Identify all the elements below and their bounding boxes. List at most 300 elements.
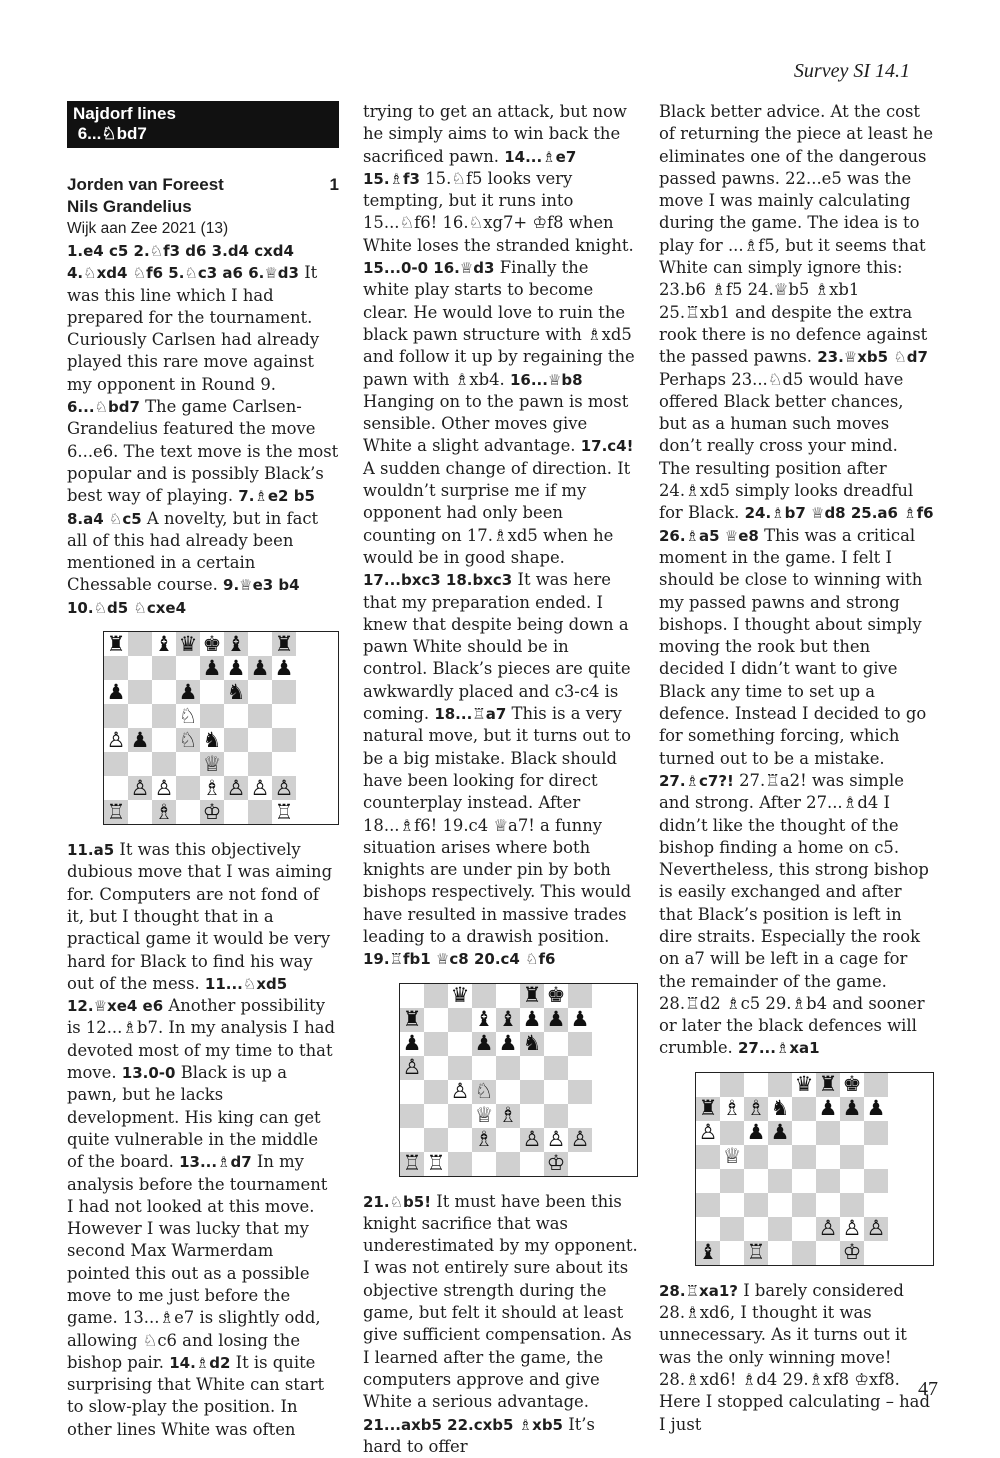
white-king-icon: ♔ [842,1240,862,1265]
commentary-text: It was this objectively dubious move that I was aiming for. Computers are not fond of it, but I thought that in a practical game it would be very hard for Black to find his way out of the mess. [67,840,333,993]
move-text: 17.c4! [580,437,634,456]
board-square [152,728,176,752]
board-square [128,680,152,704]
board-square [816,1193,840,1217]
board-square [840,1145,864,1169]
board-square [864,1169,888,1193]
annotation-paragraph [659,1280,934,1436]
board-square [544,984,568,1008]
section-title: Najdorf lines [73,104,176,123]
section-subtitle: 6...♘bd7 [73,124,147,143]
board-square [128,704,152,728]
board-square [400,1152,424,1176]
commentary-text: I barely considered 28.♗xd6, I thought it was unnecessary. As it turns out it was the only winning move! 28.♗xd6! ♗d4 29.♗xf8 ♔xf8. Here I stopped calculating – had I just [659,1280,930,1434]
board-square [696,1073,720,1097]
board-square [544,1056,568,1080]
commentary-text: It is quite surprising that White can start to slow-play the position. In other lines White was often [67,1352,325,1439]
move-text: 14.♗d2 [169,1353,236,1372]
annotation-paragraph [363,1191,638,1458]
event-line: Wijk aan Zee 2021 (13) [67,220,229,237]
board-square [472,1080,496,1104]
move-text: 18...♖a7 [434,705,512,724]
board-square [696,1097,720,1121]
board-square [816,1169,840,1193]
move-text: 15...0-0 16.♕d3 [363,259,500,278]
board-square [744,1145,768,1169]
black-knight-icon: ♞ [770,1096,790,1121]
board-square [176,632,200,656]
board-square [248,680,272,704]
board-square [152,800,176,824]
board-square [496,1128,520,1152]
board-square [424,1152,448,1176]
board-square [520,1056,544,1080]
board-square [496,1008,520,1032]
board-square [200,800,224,824]
board-square [496,1152,520,1176]
board-square [152,680,176,704]
board-square [568,1104,592,1128]
commentary-text: This is a very natural move, but it turns out to be a big mistake. Black should have been looking for direct counterplay instead. After 18...♗f6! 19.c4 ♕a7! a funny situation arises where both knights are under pin by both bishops respectively. This would have resulted in massive trades leading to a drawish position. [363,704,632,946]
black-pawn-icon: ♟ [474,1031,494,1056]
board-square [864,1241,888,1265]
black-king-icon: ♚ [202,631,222,656]
board-square [840,1217,864,1241]
board-square [840,1073,864,1097]
board-square [520,1152,544,1176]
annotation-paragraph [659,101,934,1060]
board-square [744,1121,768,1145]
column-2 [363,101,638,1458]
board-square [544,1152,568,1176]
board-square [496,984,520,1008]
board-square [544,1032,568,1056]
white-king-icon: ♔ [546,1151,566,1176]
board-square [152,704,176,728]
board-square [472,1008,496,1032]
board-square [864,1073,888,1097]
black-rook-icon: ♜ [818,1072,838,1097]
white-pawn-icon: ♙ [522,1127,542,1152]
white-pawn-icon: ♙ [106,727,126,752]
move-text: 6...♘bd7 [67,398,146,417]
board-square [448,1080,472,1104]
board-square [448,984,472,1008]
annotation-paragraph [363,101,638,971]
board-square [128,776,152,800]
white-pawn-icon: ♙ [866,1216,886,1241]
board-square [496,1080,520,1104]
commentary-text: It was this line which I had prepared for the tournament. Curiously Carlsen had already played this rare move against my opponent in Round 9. [67,263,320,394]
black-pawn-icon: ♟ [178,679,198,704]
board-square [200,752,224,776]
board-square [200,680,224,704]
board-square [224,752,248,776]
white-knight-icon: ♘ [474,1079,494,1104]
board-square [520,984,544,1008]
board-square [696,1169,720,1193]
board-square [816,1145,840,1169]
black-king-icon: ♚ [842,1072,862,1097]
board-square [448,1056,472,1080]
board-square [816,1097,840,1121]
black-pawn-icon: ♟ [546,1007,566,1032]
board-square [104,632,128,656]
commentary-text: 27.♖a2! was simple and strong. After 27...♗d4 I didn’t like the thought of the bishop finding a home on c5. Nevertheless, this strong bishop is easily exchanged and after that Black’s position is left in dire straits. Especially the rook on a7 will be left in a cage for the remainder of the game. 28.♖d2 ♗c5 29.♗b4 and sooner or later the black defences will crumble. [659,770,929,1058]
board-square [248,752,272,776]
board-square [448,1008,472,1032]
move-text: 27...♗xa1 [737,1039,820,1058]
black-pawn-icon: ♟ [274,655,294,680]
move-text: 23.♕xb5 ♘d7 [817,348,928,367]
column-3 [659,101,934,1436]
black-rook-icon: ♜ [106,631,126,656]
board-square [200,656,224,680]
board-square [520,1128,544,1152]
commentary-text: It must have been this knight sacrifice that was underestimated by my opponent. I was not entirely sure about its objective strength during the game, but felt it should at least give sufficient compensation. As I learned after the game, the computers approve and give White a serious advantage. [363,1191,638,1412]
board-square [496,1056,520,1080]
board-square [248,728,272,752]
white-pawn-icon: ♙ [842,1216,862,1241]
board-square [272,704,296,728]
board-square [272,728,296,752]
white-bishop-icon: ♗ [498,1103,518,1128]
board-square [816,1121,840,1145]
board-square [400,1008,424,1032]
board-square [720,1121,744,1145]
commentary-text: Perhaps 23...♘d5 would have offered Black better chances, but as a human such moves don’t really cross your mind. The resulting position after 24.♗xd5 simply looks dreadful for Black. [659,369,914,523]
white-rook-icon: ♖ [426,1151,446,1176]
board-square [104,680,128,704]
board-square [840,1097,864,1121]
board-square [400,1080,424,1104]
board-square [224,656,248,680]
board-square [224,704,248,728]
board-square [472,1104,496,1128]
move-text: 24.♗b7 ♕d8 25.a6 ♗f6 26.♗a5 ♕e8 [659,504,934,545]
move-text: 27.♗c7?! [659,771,740,790]
white-pawn-icon: ♙ [154,775,174,800]
board-square [744,1193,768,1217]
move-text: 17...bxc3 18.bxc3 [363,571,518,590]
black-bishop-icon: ♝ [498,1007,518,1032]
white-player: Jorden van Foreest [67,175,224,194]
chess-diagram-1 [103,631,339,825]
black-rook-icon: ♜ [522,983,542,1008]
board-square [224,680,248,704]
board-square [176,800,200,824]
board-square [568,1056,592,1080]
white-pawn-icon: ♙ [450,1079,470,1104]
white-pawn-icon: ♙ [226,775,246,800]
board-square [568,1152,592,1176]
white-pawn-icon: ♙ [698,1120,718,1145]
board-square [744,1097,768,1121]
board-square [720,1169,744,1193]
board-square [768,1097,792,1121]
game-players [67,174,339,218]
chess-diagram-3 [695,1072,934,1266]
board-square [696,1121,720,1145]
board-square [792,1169,816,1193]
white-queen-icon: ♕ [474,1103,494,1128]
board-square [400,1032,424,1056]
board-square [768,1193,792,1217]
board-square [864,1193,888,1217]
black-pawn-icon: ♟ [770,1120,790,1145]
board-square [544,1104,568,1128]
commentary-text: Black is up a pawn, but he lacks development. His king can get quite vulnerable in the middle of the board. [67,1063,321,1172]
white-bishop-icon: ♗ [154,799,174,824]
board-square [104,800,128,824]
board-square [176,704,200,728]
board-square [792,1241,816,1265]
board-square [520,1104,544,1128]
white-rook-icon: ♖ [746,1240,766,1265]
board-square [176,776,200,800]
commentary-text: Finally the white play starts to become clear. He would love to ruin the black pawn structure with ♗xd5 and follow it up by regaining the pawn with ♗xb4. [363,258,635,389]
white-knight-icon: ♘ [178,727,198,752]
move-text: 7.♗e2 b5 8.a4 ♘c5 [67,487,315,528]
board-square [768,1145,792,1169]
annotation-paragraph [67,240,339,619]
board-square [200,728,224,752]
white-queen-icon: ♕ [202,751,222,776]
move-text: 14...♗e7 15.♗f3 [363,147,577,188]
board-square [568,1032,592,1056]
commentary-text: A sudden change of direction. It wouldn’t surprise me if my opponent had only been counting on 17.♗xd5 when he would be in good shape. [363,458,631,567]
board-square [472,1056,496,1080]
move-text: 21.♘b5! [363,1192,437,1211]
black-rook-icon: ♜ [698,1096,718,1121]
chess-diagram-3-wrap [659,1060,934,1280]
white-rook-icon: ♖ [274,799,294,824]
black-bishop-icon: ♝ [226,631,246,656]
board-square [176,680,200,704]
board-square [792,1073,816,1097]
commentary-text: It was here that my preparation ended. I knew that despite being down a pawn White should be in control. Black’s pieces are quite awkwardly placed and c3-c4 is coming. [363,570,631,724]
board-square [768,1073,792,1097]
move-text: 13...♗d7 [179,1153,257,1172]
board-square [200,776,224,800]
board-square [176,656,200,680]
board-square [768,1217,792,1241]
move-text: 9.♕e3 b4 10.♘d5 ♘cxe4 [67,576,300,617]
commentary-text: This was a critical moment in the game. I felt I should be close to winning with my passed pawns and strong bishops. I thought about simply moving the rook but then decided I didn’t want to give Black any time to set up a defence. Instead I decided to go for something forcing, which turned out to be a mistake. [659,525,927,768]
board-square [448,1152,472,1176]
board-square [840,1169,864,1193]
board-square [104,656,128,680]
white-queen-icon: ♕ [722,1144,742,1169]
annotation-paragraph [67,839,339,1441]
move-text: 21...axb5 22.cxb5 ♗xb5 [363,1415,569,1434]
board-square [272,800,296,824]
black-knight-icon: ♞ [202,727,222,752]
black-pawn-icon: ♟ [106,679,126,704]
chess-diagram-2 [399,983,638,1177]
black-bishop-icon: ♝ [474,1007,494,1032]
commentary-text: The game Carlsen-Grandelius featured the move 6...e6. The text move is the most popular and is possibly Black’s best way of playing. [67,397,339,506]
black-pawn-icon: ♟ [130,727,150,752]
board-square [200,632,224,656]
board-square [128,632,152,656]
board-square [840,1121,864,1145]
board-square [816,1217,840,1241]
black-pawn-icon: ♟ [498,1031,518,1056]
board-square [696,1193,720,1217]
board-square [400,1056,424,1080]
board-square [128,656,152,680]
board-square [568,1128,592,1152]
commentary-text: Hanging on to the pawn is most sensible. Other moves give White a slight advantage. [363,391,629,456]
board-square [792,1217,816,1241]
board-square [568,1080,592,1104]
black-pawn-icon: ♟ [818,1096,838,1121]
board-square [792,1193,816,1217]
white-rook-icon: ♖ [402,1151,422,1176]
board-square [424,1008,448,1032]
board-square [248,632,272,656]
board-square [792,1145,816,1169]
board-square [768,1121,792,1145]
board-square [104,752,128,776]
black-player: Nils Grandelius [67,197,192,216]
board-square [472,1128,496,1152]
commentary-text: A novelty, but in fact all of this had already been mentioned in a certain Chessable course. [67,508,319,595]
survey-header: Survey SI 14.1 [793,60,910,82]
black-queen-icon: ♛ [794,1072,814,1097]
black-queen-icon: ♛ [450,983,470,1008]
move-text: 28.♖xa1? [659,1281,744,1300]
commentary-text: trying to get an attack, but now he simply aims to win back the sacrificed pawn. [363,102,627,166]
board-square [248,776,272,800]
board-square [272,680,296,704]
board-square [720,1241,744,1265]
board-square [472,1152,496,1176]
board-square [448,1128,472,1152]
black-queen-icon: ♛ [178,631,198,656]
board-square [200,704,224,728]
board-square [152,776,176,800]
board-square [520,1080,544,1104]
black-rook-icon: ♜ [274,631,294,656]
white-pawn-icon: ♙ [818,1216,838,1241]
commentary-text: Black better advice. At the cost of returning the piece at least he eliminates one of the dangerous passed pawns. 22...e5 was the move I was mainly calculating during the game. The idea is to play for ...♗f5, but it seems that White can simply ignore this: 23.b6 ♗f5 24.♕b5 ♗xb1 25.♖xb1 and despite the extra rook there is no defence against the passed pawns. [659,102,934,367]
section-header [67,101,339,148]
white-pawn-icon: ♙ [130,775,150,800]
black-pawn-icon: ♟ [402,1031,422,1056]
black-pawn-icon: ♟ [866,1096,886,1121]
board-square [424,1128,448,1152]
white-pawn-icon: ♙ [250,775,270,800]
board-square [400,984,424,1008]
white-rook-icon: ♖ [106,799,126,824]
board-square [568,1008,592,1032]
board-square [176,728,200,752]
board-square [816,1241,840,1265]
white-pawn-icon: ♙ [570,1127,590,1152]
board-square [128,752,152,776]
column-1 [67,101,339,1441]
board-square [272,776,296,800]
board-square [400,1128,424,1152]
board-square [152,656,176,680]
board-square [400,1104,424,1128]
move-text: 13.0-0 [121,1064,181,1083]
board-square [864,1145,888,1169]
board-square [720,1073,744,1097]
commentary-text: In my analysis before the tournament I had not looked at this move. However I was lucky that my second Max Warmerdam pointed this out as a possible move to me just before the game. 13...♗e7 is slightly odd, allowing ♘c6 and losing the bishop pair. [67,1152,328,1372]
board-square [248,704,272,728]
black-pawn-icon: ♟ [226,655,246,680]
commentary-text: Another possibility is 12...♗b7. In my analysis I had devoted most of my time to that move. [67,996,336,1083]
move-text: 19.♖fb1 ♕c8 20.c4 ♘f6 [363,950,556,969]
board-square [840,1193,864,1217]
white-bishop-icon: ♗ [202,775,222,800]
board-square [224,776,248,800]
board-square [816,1073,840,1097]
black-rook-icon: ♜ [402,1007,422,1032]
page-number: 47 [918,1378,938,1400]
black-knight-icon: ♞ [522,1031,542,1056]
board-square [544,1080,568,1104]
board-square [272,656,296,680]
board-square [224,728,248,752]
board-square [128,800,152,824]
board-square [520,1008,544,1032]
board-square [152,632,176,656]
board-square [792,1097,816,1121]
move-text: 11.a5 [67,841,120,860]
board-square [744,1241,768,1265]
board-square [696,1145,720,1169]
board-square [176,752,200,776]
board-square [248,800,272,824]
board-square [864,1121,888,1145]
white-bishop-icon: ♗ [474,1127,494,1152]
board-square [496,1104,520,1128]
board-square [248,656,272,680]
board-square [104,776,128,800]
board-square [696,1217,720,1241]
board-square [720,1145,744,1169]
board-square [448,1104,472,1128]
black-pawn-icon: ♟ [842,1096,862,1121]
black-bishop-icon: ♝ [698,1240,718,1265]
board-square [744,1217,768,1241]
board-square [424,1080,448,1104]
board-square [744,1169,768,1193]
commentary-text: 15.♘f5 looks very tempting, but it runs into 15...♘f6! 16.♘xg7+ ♔f8 when White loses the stranded knight. [363,168,634,255]
column-1-body [67,240,339,1441]
board-square [544,1008,568,1032]
board-square [448,1032,472,1056]
column-3-body [659,101,934,1436]
board-square [104,728,128,752]
board-square [472,984,496,1008]
chess-diagram-2-wrap [363,971,638,1191]
board-square [768,1241,792,1265]
board-square [696,1241,720,1265]
commentary-text: It’s hard to offer [363,1414,595,1456]
board-square [720,1193,744,1217]
board-square [424,1056,448,1080]
board-square [424,1104,448,1128]
board-square [792,1121,816,1145]
board-square [744,1073,768,1097]
board-square [520,1032,544,1056]
black-pawn-icon: ♟ [570,1007,590,1032]
